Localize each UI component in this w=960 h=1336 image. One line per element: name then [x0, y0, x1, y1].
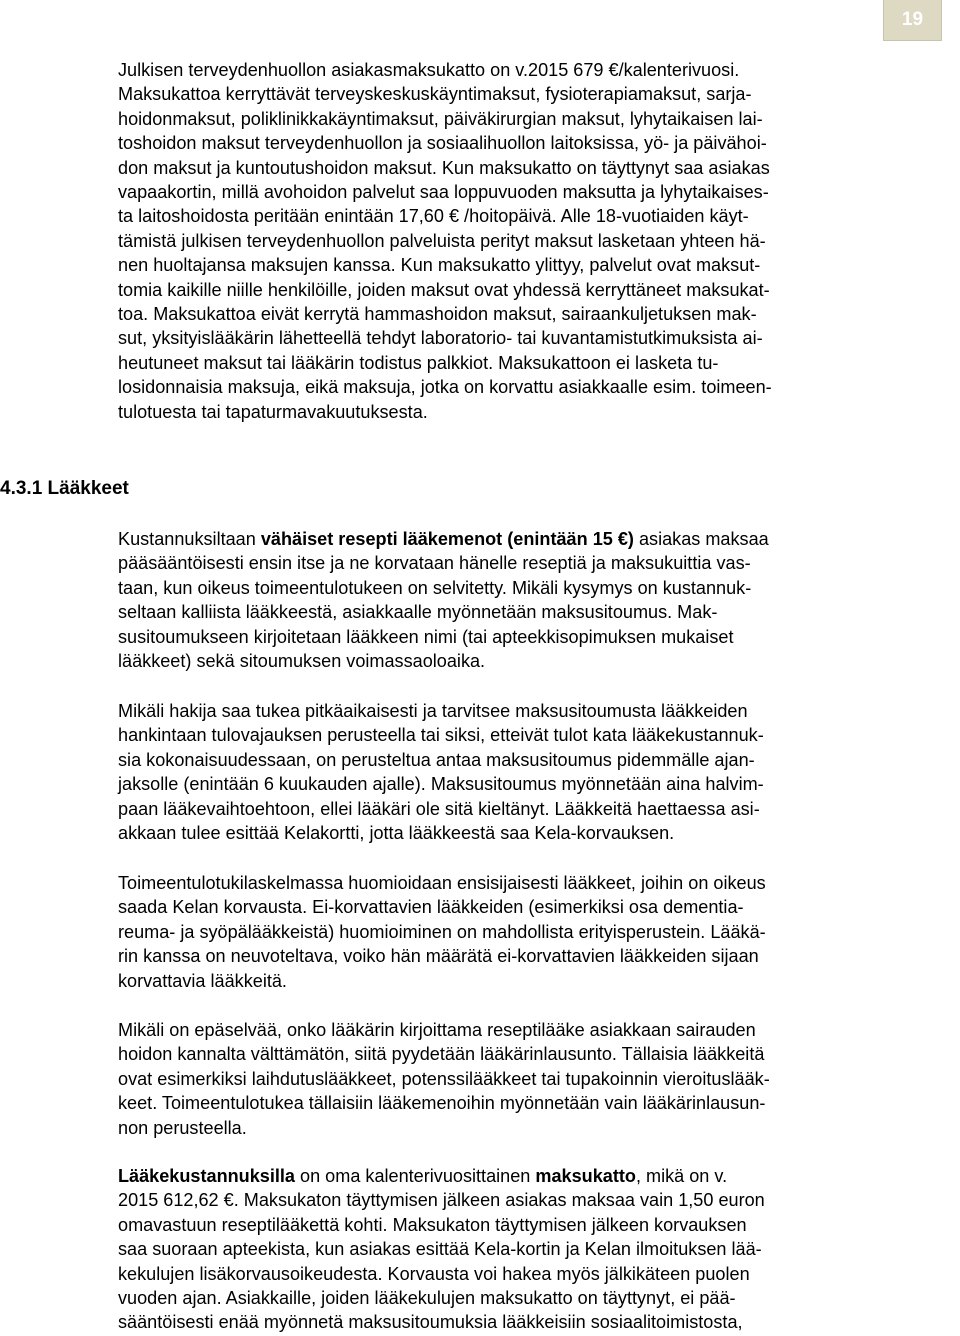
- text-line: tomia kaikille niille henkilöille, joiden maksut ovat yhdessä kerryttäneet maksukat-: [118, 279, 770, 300]
- text-line: non perusteella.: [118, 1117, 247, 1138]
- text-line: nen huoltajansa maksujen kanssa. Kun maksukatto ylittyy, palvelut ovat maksut-: [118, 255, 761, 276]
- text-line: losidonnaisia maksuja, eikä maksuja, jotka on korvattu asiakkaalle esim. toimeen-: [118, 377, 772, 398]
- text-line: lääkkeet) sekä sitoumuksen voimassaoloaika.: [118, 651, 486, 672]
- text-line: susitoumukseen kirjoitetaan lääkkeen nimi (tai apteekkisopimuksen mukaiset: [118, 626, 734, 647]
- text-run: asiakas maksaa: [633, 529, 769, 549]
- text-line: Maksukattoa kerryttävät terveyskeskuskäyntimaksut, fysioterapiamaksut, sarja-: [118, 84, 752, 105]
- text-run: , mikä on v.: [635, 1166, 728, 1186]
- text-line: omavastuun reseptilääkettä kohti. Maksukaton täyttymisen jälkeen korvauksen: [118, 1214, 747, 1235]
- text-line: paan lääkevaihtoehtoon, ellei lääkäri ole sitä kieltänyt. Lääkkeitä haettaessa asi-: [118, 798, 760, 819]
- text-line: vapaakortin, millä avohoidon palvelut saa loppuvuoden maksutta ja lyhytaikaises-: [118, 182, 769, 203]
- text-line: toshoidon maksut terveydenhuollon ja sosiaalihuollon laitoksissa, yö- ja päivähoi-: [118, 133, 767, 154]
- text-line: Toimeentulotukilaskelmassa huomioidaan ensisijaisesti lääkkeet, joihin on oikeus: [118, 873, 766, 893]
- text-line: rin kanssa on neuvoteltava, voiko hän määrätä ei-korvattavien lääkkeiden sijaan: [118, 946, 759, 967]
- text-line: tämistä julkisen terveydenhuollon palveluista perityt maksut lasketaan yhteen hä-: [118, 230, 766, 251]
- text-line: keet. Toimeentulotukea tällaisiin lääkemenoihin myönnetään vain lääkärinlausun-: [118, 1093, 766, 1114]
- text-line: korvattavia lääkkeitä.: [118, 970, 287, 991]
- text-line: tulotuesta tai tapaturmavakuutuksesta.: [118, 401, 428, 422]
- paragraph-income-support-calculation: [118, 871, 890, 993]
- text-line: Mikäli on epäselvää, onko lääkärin kirjoittama reseptilääke asiakkaan sairauden: [118, 1020, 756, 1040]
- text-line: sääntöisesti enää myönnetä maksusitoumuksia lääkkeisiin sosiaalitoimistosta,: [118, 1312, 743, 1333]
- text-line: sia kokonaisuudessaan, on perusteltua antaa maksusitoumus pidemmälle ajan-: [118, 749, 755, 770]
- paragraph-payment-commitment: [118, 699, 890, 845]
- text-line: kekulujen lisäkorvausoikeudesta. Korvausta voi hakea myös jälkikäteen puolen: [118, 1263, 750, 1284]
- text-line: reuma- ja syöpälääkkeistä) huomioiminen on mahdollista erityisperustein. Lääkä-: [118, 921, 766, 942]
- text-line: ovat esimerkiksi laihdutuslääkkeet, potenssilääkkeet tai tupakoinnin vieroituslääk-: [118, 1068, 770, 1089]
- text-run: on oma kalenterivuosittainen: [295, 1166, 536, 1186]
- text-line: saada Kelan korvausta. Ei-korvattavien lääkkeiden (esimerkiksi osa dementia-: [118, 897, 744, 918]
- page-number: 19: [883, 0, 942, 41]
- bold-text: maksukatto: [535, 1166, 636, 1186]
- text-run: Kustannuksiltaan: [118, 529, 261, 549]
- text-line: ta laitoshoidosta peritään enintään 17,60 € /hoitopäivä. Alle 18-vuotiaiden käyt-: [118, 206, 749, 227]
- text-line: seltaan kalliista lääkkeestä, asiakkaalle myönnetään maksusitoumus. Mak-: [118, 602, 718, 623]
- text-line: heutuneet maksut tai lääkärin todistus palkkiot. Maksukattoon ei lasketa tu-: [118, 352, 719, 373]
- text-line: [118, 527, 890, 551]
- text-line: hankintaan tulovajauksen perusteella tai siksi, etteivät tulot kata lääkekustannuk-: [118, 725, 764, 746]
- text-line: sut, yksityislääkärin lähetteellä tehdyt laboratorio- tai kuvantamistutkimuksista ai-: [118, 328, 763, 349]
- paragraph-medicine-costs: [118, 527, 890, 673]
- paragraph-doctor-statement: [118, 1018, 890, 1140]
- bold-text: Lääkekustannuksilla: [118, 1166, 295, 1186]
- text-line: taan, kun oikeus toimeentulotukeen on selvitetty. Mikäli kysymys on kustannuk-: [118, 577, 752, 598]
- text-line: toa. Maksukattoa eivät kerrytä hammashoidon maksut, sairaankuljetuksen mak-: [118, 304, 757, 325]
- text-line: vuoden ajan. Asiakkaille, joiden lääkekulujen maksukatto on täyttynyt, ei pää-: [118, 1288, 736, 1309]
- text-line: Mikäli hakija saa tukea pitkäaikaisesti ja tarvitsee maksusitoumusta lääkkeiden: [118, 701, 748, 721]
- text-line: pääsääntöisesti ensin itse ja ne korvataan hänelle reseptiä ja maksukuittia vas-: [118, 553, 751, 574]
- bold-text: vähäiset resepti lääkemenot (enintään 15 €): [260, 529, 634, 549]
- text-line: hoidonmaksut, poliklinikkakäyntimaksut, päiväkirurgian maksut, lyhytaikaisen lai-: [118, 108, 763, 129]
- paragraph-customer-fee-cap: [118, 58, 890, 424]
- text-line: hoidon kannalta välttämätön, siitä pyydetään lääkärinlausunto. Tällaisia lääkkeitä: [118, 1044, 765, 1065]
- text-line: saa suoraan apteekista, kun asiakas esittää Kela-kortin ja Kelan ilmoituksen lää-: [118, 1239, 762, 1260]
- text-line: don maksut ja kuntoutushoidon maksut. Kun maksukatto on täyttynyt saa asiakas: [118, 157, 770, 178]
- text-line: 2015 612,62 €. Maksukaton täyttymisen jälkeen asiakas maksaa vain 1,50 euron: [118, 1190, 765, 1211]
- text-line: Julkisen terveydenhuollon asiakasmaksukatto on v.2015 679 €/kalenterivuosi.: [118, 60, 740, 80]
- text-line: jaksolle (enintään 6 kuukauden ajalle). Maksusitoumus myönnetään aina halvim-: [118, 774, 764, 795]
- section-heading: 4.3.1 Lääkkeet: [0, 478, 129, 499]
- paragraph-medicine-cost-cap: [118, 1164, 890, 1335]
- text-line: [118, 1164, 890, 1188]
- text-line: akkaan tulee esittää Kelakortti, jotta lääkkeestä saa Kela-korvauksen.: [118, 823, 675, 844]
